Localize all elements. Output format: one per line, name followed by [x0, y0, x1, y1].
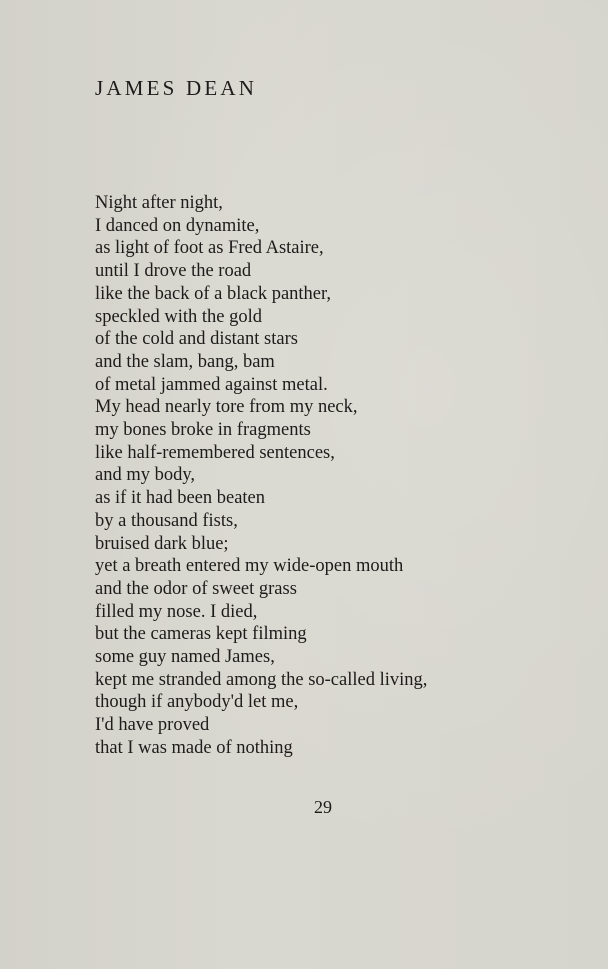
poem-line: filled my nose. I died, [95, 601, 258, 622]
poem-line: Night after night, [95, 193, 223, 213]
poem-line: some guy named James, [95, 647, 275, 668]
poem-line: that I was made of nothing [95, 737, 293, 758]
poem-line: kept me stranded among the so-called living, [95, 669, 428, 690]
poem-line: as light of foot as Fred Astaire, [95, 238, 324, 259]
poem-body [95, 192, 427, 760]
poem-line: yet a breath entered my wide-open mouth [95, 556, 404, 577]
page-number: 29 [314, 797, 332, 817]
poem-line: My head nearly tore from my neck, [95, 397, 358, 418]
poem-line: bruised dark blue; [95, 533, 229, 554]
poem-title: JAMES DEAN [95, 76, 258, 100]
poem-line: like half-remembered sentences, [95, 442, 335, 463]
poem-line: like the back of a black panther, [95, 283, 332, 304]
poem-line: of the cold and distant stars [95, 329, 298, 350]
poem-line: until I drove the road [95, 261, 252, 282]
poem-line: and the slam, bang, bam [95, 351, 275, 372]
poem-line: though if anybody'd let me, [95, 692, 299, 713]
poem-line: speckled with the gold [95, 306, 262, 327]
poem-line: my bones broke in fragments [95, 420, 311, 441]
poem-line: I'd have proved [95, 715, 210, 736]
poem-line: by a thousand fists, [95, 510, 238, 531]
poem-line: but the cameras kept filming [95, 624, 307, 645]
poem-line: of metal jammed against metal. [95, 374, 328, 395]
poem-line: as if it had been beaten [95, 488, 266, 509]
poem-line: I danced on dynamite, [95, 215, 260, 236]
poem-line: and my body, [95, 465, 196, 486]
poem-line: and the odor of sweet grass [95, 578, 297, 599]
